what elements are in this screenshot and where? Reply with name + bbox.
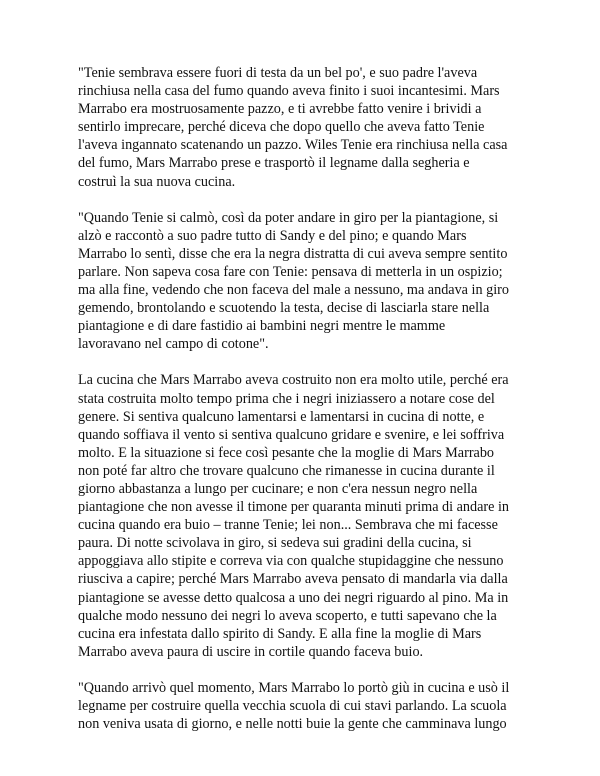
paragraph-2: "Quando Tenie si calmò, così da poter andare in giro per la piantagione, si alzò e raccontò a suo padre tutto di Sandy e del pino; e quando Mars Marrabo lo sentì, disse che era la negra distratta di cui aveva sempre sentito parlare. Non sapeva cosa fare con Tenie: pensava di metterla in un ospizio; ma alla fine, vedendo che non faceva del male a nessuno, ma andava in giro gemendo, brontolando e scuotendo la testa, decise di lasciarla stare nella piantagione e di dare fastidio ai bambini negri mentre le mamme lavoravano nel campo di cotone".	[78, 209, 509, 353]
paragraph-3: La cucina che Mars Marrabo aveva costruito non era molto utile, perché era stata costruita molto tempo prima che i negri iniziassero a notare cose del genere. Si sentiva qualcuno lamentarsi e lamentarsi in cucina di notte, e quando soffiava il vento si sentiva qualcuno gridare e svenire, e lei soffriva molto. E la situazione si fece così pesante che la moglie di Mars Marrabo non poté far altro che trovare qualcuno che rimanesse in cucina durante il giorno abbastanza a lungo per cucinare; e non c'era nessun negro nella piantagione che non avesse il timone per quaranta minuti prima di andare in cucina quando era buio – tranne Tenie; lei non... Sembrava che mi facesse paura. Di notte scivolava in giro, si sedeva sui gradini della cucina, si appoggiava allo stipite e correva via con qualche stupidaggine che nessuno riusciva a capire; perché Mars Marrabo aveva pensato di mandarla via dalla piantagione se avesse detto qualcosa a uno dei negri riguardo al pino. Ma in qualche modo nessuno dei negri lo aveva scoperto, e tutti sapevano che la cucina era infestata dallo spirito di Sandy. E alla fine la moglie di Mars Marrabo aveva paura di uscire in cortile quando faceva buio.	[78, 372, 510, 660]
paragraph-4: "Quando arrivò quel momento, Mars Marrabo lo portò giù in cucina e usò il legname per costruire quella vecchia scuola di cui stavi parlando. La scuola non veniva usata di giorno, e nelle notti buie la gente che camminava lungo	[78, 679, 510, 733]
document-page	[78, 64, 528, 751]
paragraph-1: "Tenie sembrava essere fuori di testa da un bel po', e suo padre l'aveva rinchiusa nella casa del fumo quando aveva finito i suoi incantesimi. Mars Marrabo era mostruosamente pazzo, e ti avrebbe fatto venire i brividi a sentirlo imprecare, perché diceva che dopo quello che aveva fatto Tenie l'aveva ingannato scatenando un pazzo. Wiles Tenie era rinchiusa nella casa del fumo, Mars Marrabo prese e trasportò il legname dalla segheria e costruì la sua nuova cucina.	[78, 65, 508, 190]
